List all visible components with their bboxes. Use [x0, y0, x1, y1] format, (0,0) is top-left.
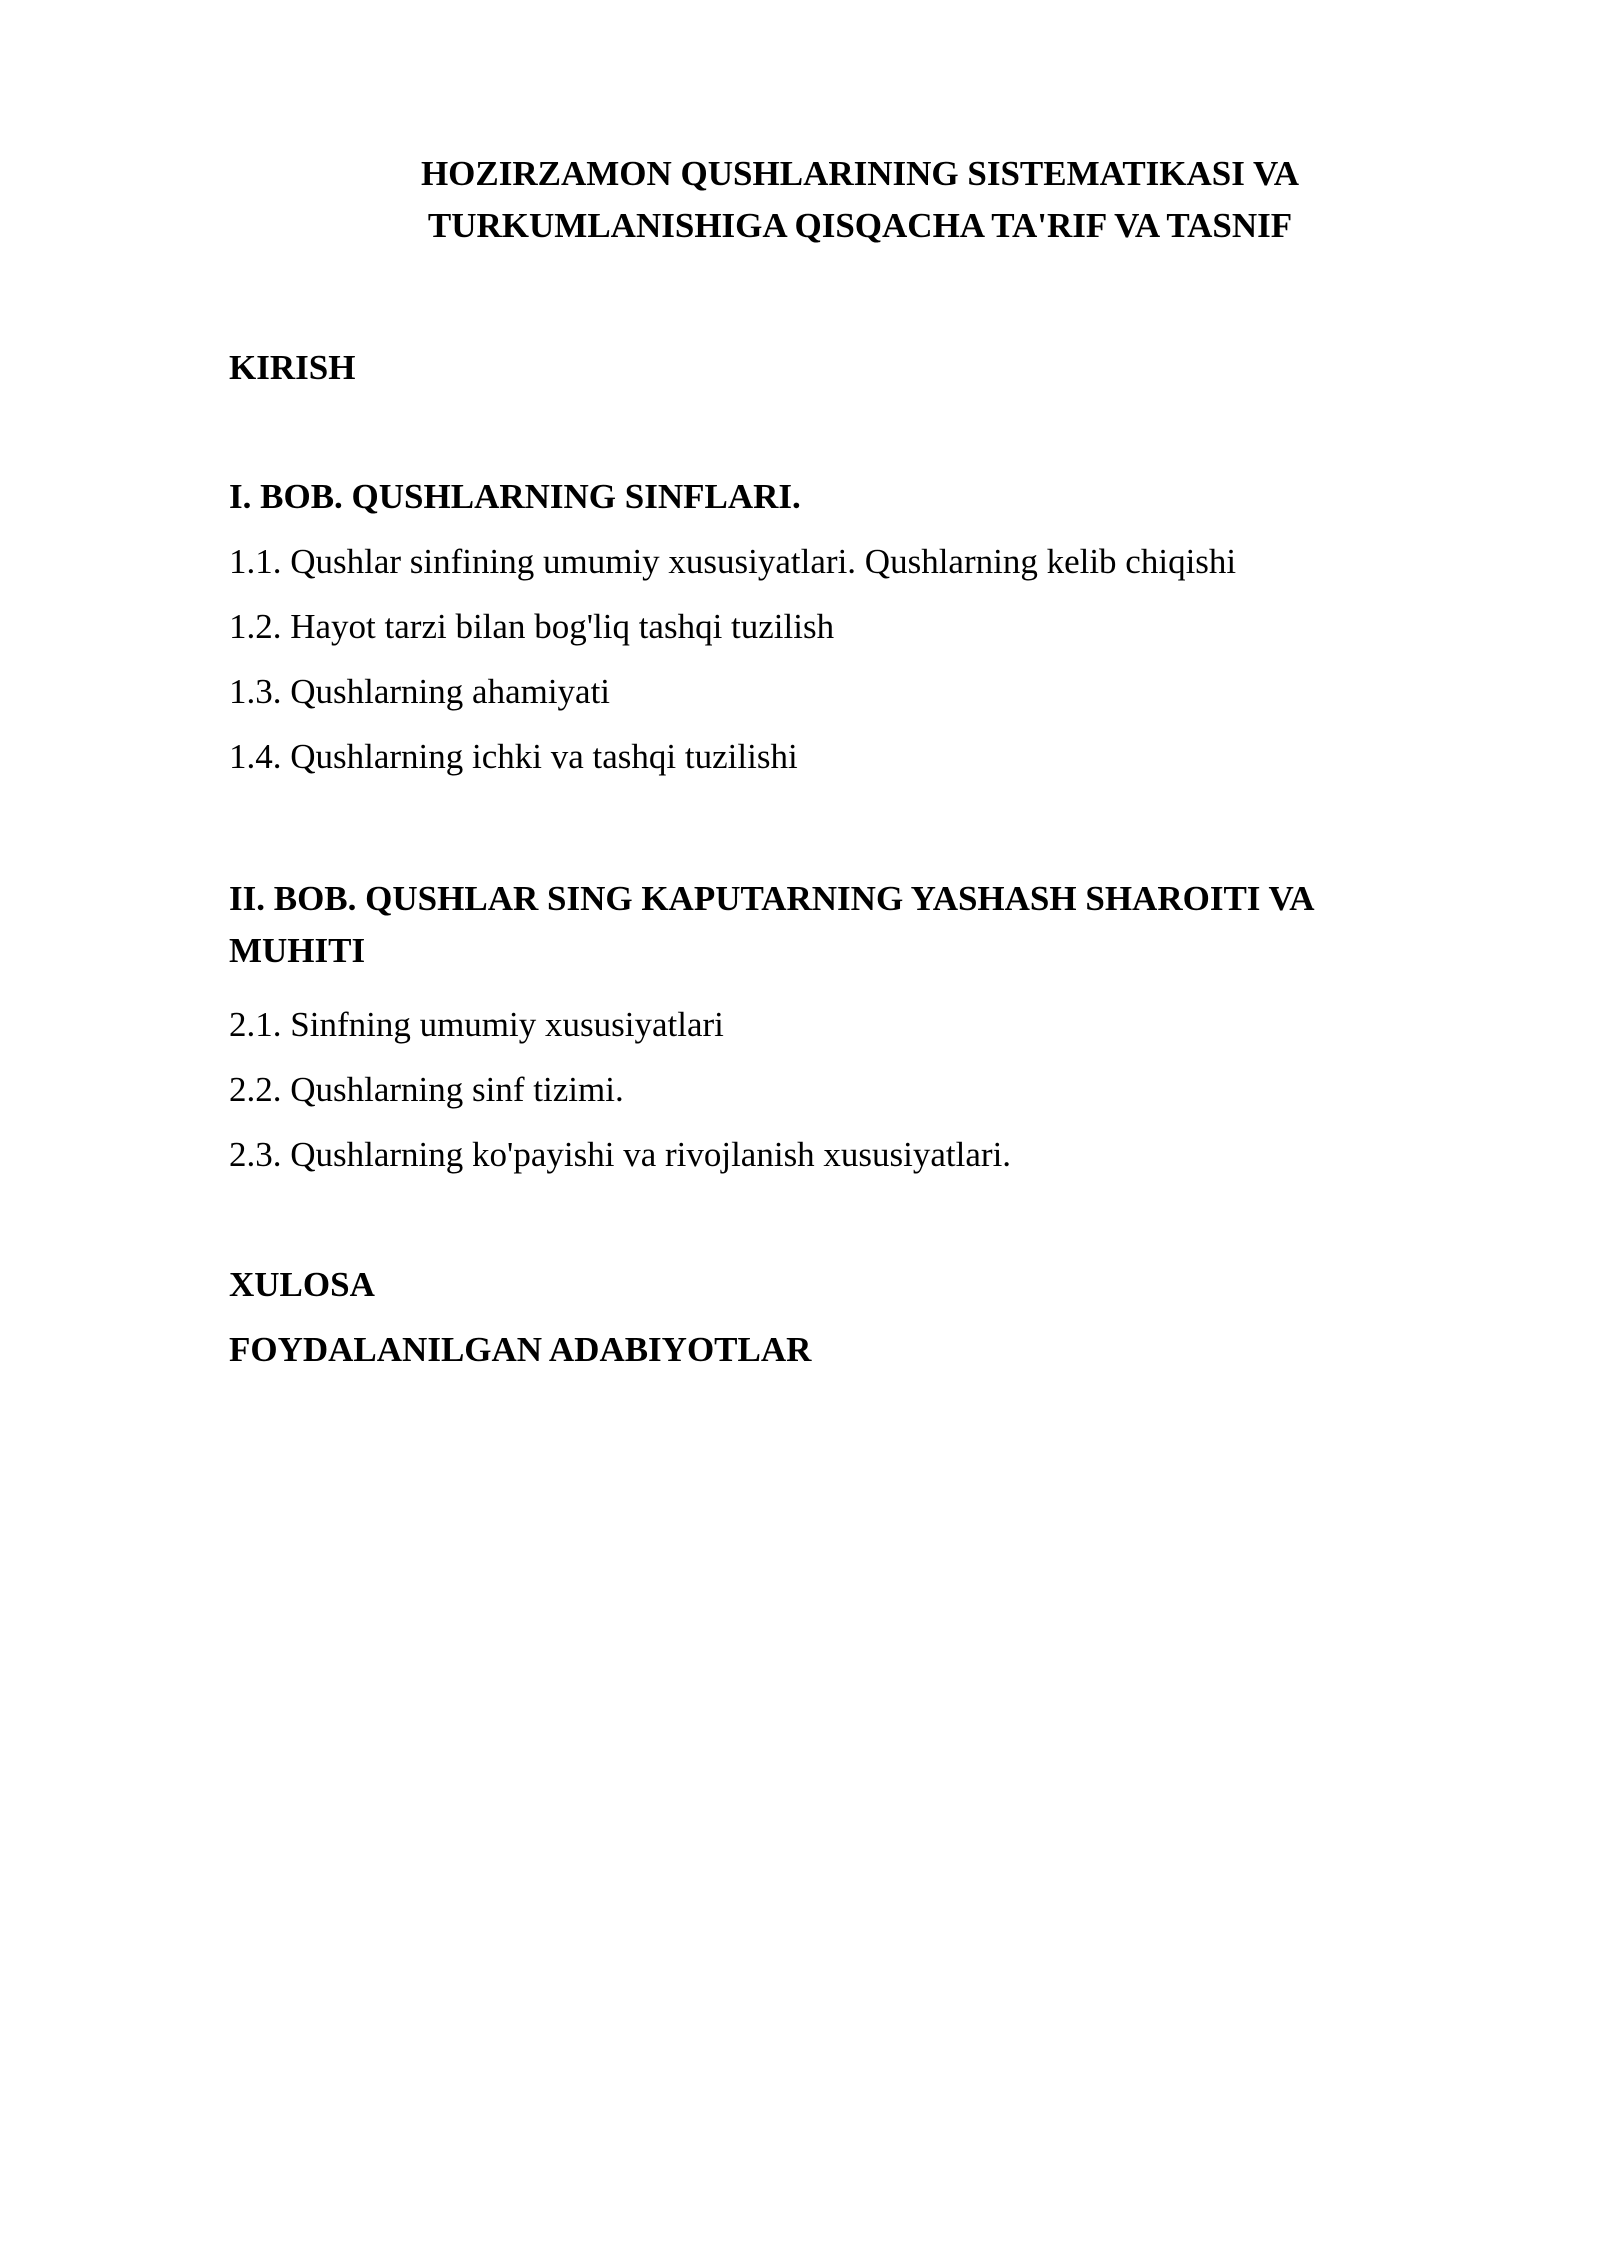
toc-item-1-1: 1.1. Qushlar sinfining umumiy xususiyatlari. Qushlarning kelib chiqishi: [229, 542, 1237, 581]
toc-item-1-2: 1.2. Hayot tarzi bilan bog'liq tashqi tuzilish: [229, 607, 835, 646]
toc-item-2-3: 2.3. Qushlarning ko'payishi va rivojlanish xususiyatlari.: [229, 1135, 1012, 1174]
title-line-2: TURKUMLANISHIGA QISQACHA TA'RIF VA TASNIF: [427, 206, 1293, 245]
title-line-1: HOZIRZAMON QUSHLARINING SISTEMATIKASI VA: [420, 154, 1300, 193]
chapter-2-heading-line-1: II. BOB. QUSHLAR SING KAPUTARNING YASHASH SHAROITI VA: [229, 879, 1315, 918]
intro-heading: KIRISH: [229, 348, 356, 387]
references-heading: FOYDALANILGAN ADABIYOTLAR: [229, 1330, 812, 1369]
toc-item-2-1: 2.1. Sinfning umumiy xususiyatlari: [229, 1005, 724, 1044]
chapter-2-heading: [229, 873, 1429, 977]
document-title: [360, 148, 1360, 252]
chapter-2-heading-line-2: MUHITI: [229, 931, 366, 970]
toc-item-1-4: 1.4. Qushlarning ichki va tashqi tuzilishi: [229, 737, 798, 776]
conclusion-heading: XULOSA: [229, 1265, 375, 1304]
toc-item-2-2: 2.2. Qushlarning sinf tizimi.: [229, 1070, 624, 1109]
chapter-1-heading: I. BOB. QUSHLARNING SINFLARI.: [229, 477, 801, 516]
toc-item-1-3: 1.3. Qushlarning ahamiyati: [229, 672, 611, 711]
